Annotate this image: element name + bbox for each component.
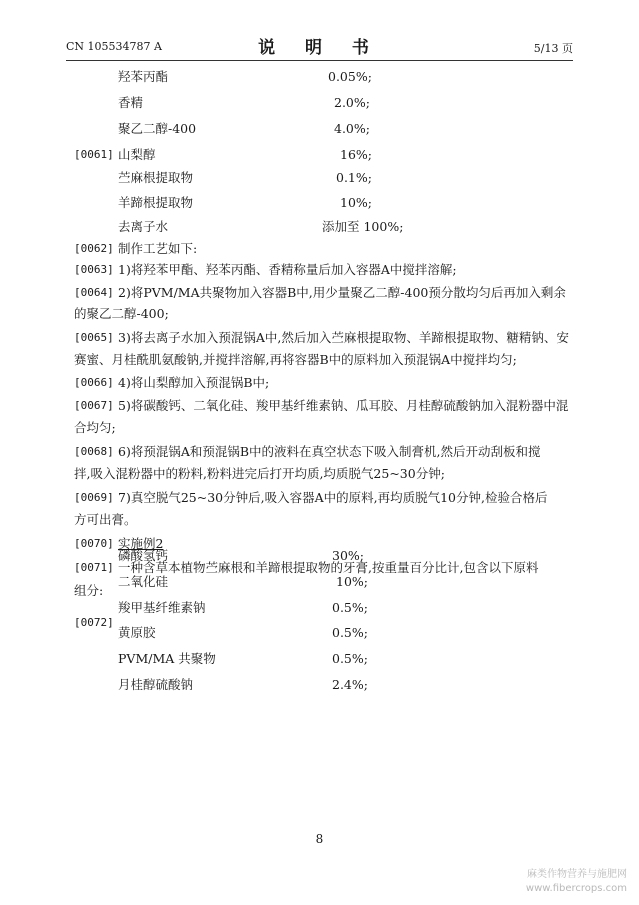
- paragraph-text: 1)将羟苯甲酯、羟苯丙酯、香精称量后加入容器A中搅拌溶解;: [118, 262, 457, 277]
- paragraph-continuation: 合均匀;: [74, 420, 116, 435]
- ingredient-row: [0, 622, 639, 644]
- ingredient-row: [0, 167, 639, 189]
- ingredient-name: 去离子水: [118, 219, 169, 234]
- ingredient-name: 羧甲基纤维素钠: [118, 600, 206, 615]
- paragraph-0068: [0, 441, 639, 463]
- ingredient-amount: 10%;: [336, 574, 368, 589]
- watermark: [526, 868, 627, 896]
- paragraph-number: [0072]: [74, 616, 114, 629]
- paragraph-number: [0065]: [74, 331, 114, 344]
- ingredient-amount: 2.0%;: [334, 95, 370, 110]
- paragraph-number: [0062]: [74, 242, 114, 255]
- paragraph-0065: [0, 327, 639, 349]
- paragraph-continuation: 组分:: [74, 583, 104, 598]
- ingredient-row: [0, 597, 639, 619]
- ingredient-row: [0, 118, 639, 140]
- paragraph-text: 4)将山梨醇加入预混锅B中;: [118, 375, 270, 390]
- paragraph-text: 2)将PVM/MA共聚物加入容器B中,用少量聚乙二醇-400预分散均匀后再加入剩余: [118, 285, 566, 300]
- paragraph-text: 6)将预混锅A和预混锅B中的液料在真空状态下吸入制膏机,然后开动刮板和搅: [118, 444, 541, 459]
- paragraph-text: 7)真空脱气25~30分钟后,吸入容器A中的原料,再均质脱气10分钟,检验合格后: [118, 490, 548, 505]
- ingredient-row: [0, 571, 639, 593]
- ingredient-amount: 16%;: [340, 147, 372, 162]
- paragraph-continuation: 赛蜜、月桂酰肌氨酸钠,并搅拌溶解,再将容器B中的原料加入预混锅A中搅拌均匀;: [74, 352, 517, 367]
- ingredient-amount: 4.0%;: [334, 121, 370, 136]
- page-number: 8: [315, 832, 324, 846]
- paragraph-number: [0064]: [74, 286, 114, 299]
- paragraph-0062: [0, 238, 639, 260]
- ingredient-name: 苎麻根提取物: [118, 170, 194, 185]
- paragraph-number: [0070]: [74, 537, 114, 550]
- ingredient-name: 磷酸氢钙: [118, 548, 169, 563]
- ingredient-row: [0, 192, 639, 214]
- patent-number: CN 105534787 A: [66, 40, 162, 53]
- paragraph-text: 5)将碳酸钙、二氧化硅、羧甲基纤维素钠、瓜耳胶、月桂醇硫酸钠加入混粉器中混: [118, 398, 569, 413]
- paragraph-number: [0063]: [74, 263, 114, 276]
- paragraph-0066: [0, 372, 639, 394]
- paragraph-number: [0071]: [74, 561, 114, 574]
- paragraph-continuation: 方可出膏。: [74, 512, 137, 527]
- paragraph-number: [0068]: [74, 445, 114, 458]
- paragraph-number: [0069]: [74, 491, 114, 504]
- ingredient-amount: 0.5%;: [332, 651, 368, 666]
- ingredient-name: 二氧化硅: [118, 574, 169, 589]
- ingredient-name: 山梨醇: [118, 147, 156, 162]
- ingredient-name: 香精: [118, 95, 144, 110]
- paragraph-0063: [0, 259, 639, 281]
- paragraph-text: 3)将去离子水加入预混锅A中,然后加入苎麻根提取物、羊蹄根提取物、糖精钠、安: [118, 330, 569, 345]
- paragraph-number: [0067]: [74, 399, 114, 412]
- ingredient-amount: 2.4%;: [332, 677, 368, 692]
- ingredient-amount: 0.1%;: [336, 170, 372, 185]
- header-divider: [66, 60, 573, 61]
- ingredient-row: [0, 648, 639, 670]
- page-indicator: 5/13 页: [533, 42, 573, 55]
- ingredient-amount: 添加至 100%;: [322, 219, 404, 234]
- paragraph-number: [0066]: [74, 376, 114, 389]
- paragraph-0061: [0, 144, 639, 166]
- document-title: 说 明 书: [258, 38, 381, 58]
- ingredient-amount: 0.5%;: [332, 600, 368, 615]
- paragraph-text: 制作工艺如下:: [118, 241, 198, 256]
- ingredient-amount: 0.05%;: [328, 69, 372, 84]
- ingredient-amount: 0.5%;: [332, 625, 368, 640]
- ingredient-name: 黄原胶: [118, 625, 156, 640]
- paragraph-continuation: 的聚乙二醇-400;: [74, 306, 169, 321]
- watermark-url: www.fibercrops.com: [525, 883, 627, 894]
- paragraph-0067: [0, 395, 639, 417]
- ingredient-name: 羟苯丙酯: [118, 69, 169, 84]
- paragraph-continuation: 拌,吸入混粉器中的粉料,粉料进完后打开均质,均质脱气25~30分钟;: [74, 466, 445, 481]
- ingredient-name: PVM/MA 共聚物: [118, 651, 216, 666]
- ingredient-name: 月桂醇硫酸钠: [118, 677, 194, 692]
- paragraph-0069: [0, 487, 639, 509]
- ingredient-amount: 10%;: [340, 195, 372, 210]
- ingredient-row: [0, 674, 639, 696]
- ingredient-row: [0, 216, 639, 238]
- watermark-site-name: 麻类作物营养与施肥网: [527, 869, 627, 880]
- paragraph-0064: [0, 282, 639, 304]
- ingredient-row: [0, 66, 639, 88]
- ingredient-row: [0, 545, 639, 567]
- ingredient-name: 聚乙二醇-400: [118, 121, 197, 136]
- ingredient-row: [0, 92, 639, 114]
- paragraph-text: 一种含草本植物苎麻根和羊蹄根提取物的牙膏,按重量百分比计,包含以下原料: [118, 560, 539, 575]
- example-heading: 实施例2: [118, 536, 164, 551]
- ingredient-name: 羊蹄根提取物: [118, 195, 194, 210]
- paragraph-number: [0061]: [74, 148, 114, 161]
- ingredient-amount: 30%;: [332, 548, 364, 563]
